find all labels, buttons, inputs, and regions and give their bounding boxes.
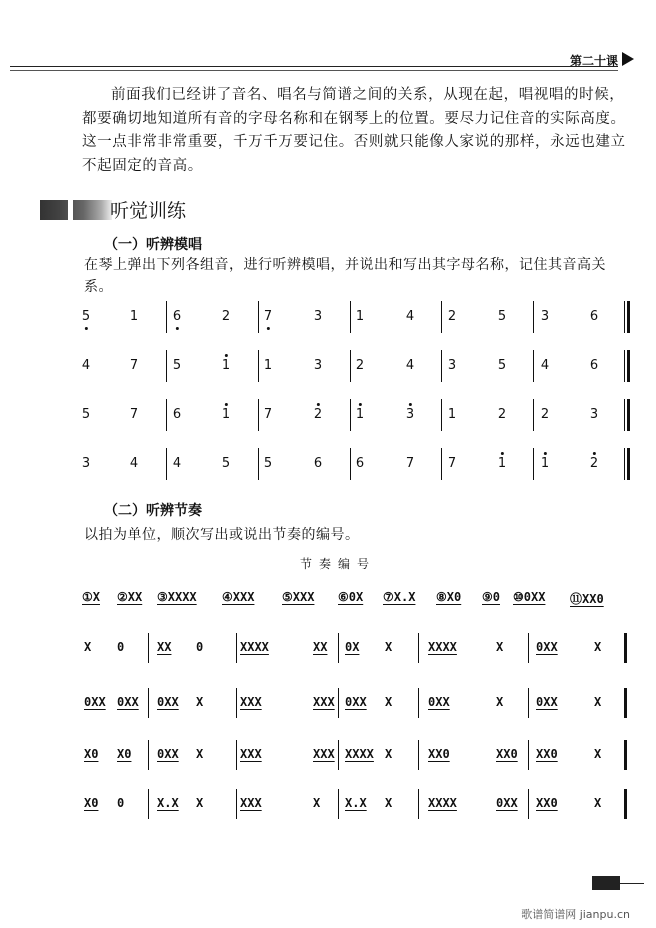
- rhythm-legend-text: ⑩0XX: [513, 590, 546, 604]
- rhythm-legend-text: ⑧X0: [436, 590, 462, 604]
- pitch-note-number: 4: [81, 358, 91, 373]
- rhythm-cell: [345, 640, 359, 654]
- pitch-note-number: 2: [589, 456, 599, 471]
- barline: [624, 740, 627, 770]
- rhythm-cell: [240, 695, 262, 709]
- rhythm-cell-text: X: [196, 695, 204, 709]
- rhythm-legend-text: ⑥0X: [338, 590, 364, 604]
- pitch-note: [541, 358, 549, 373]
- rhythm-cell: [157, 796, 179, 810]
- pitch-note-number: 4: [172, 456, 182, 471]
- rhythm-legend-item: [282, 590, 314, 604]
- high-octave-dot-icon: [225, 403, 228, 406]
- rhythm-cell-text: X: [594, 640, 602, 654]
- pitch-note: [498, 358, 506, 373]
- rhythm-cell: [313, 695, 335, 709]
- section-bar-icon: [40, 200, 112, 220]
- rhythm-legend-item: [82, 590, 100, 604]
- rhythm-cell: [240, 640, 269, 654]
- high-octave-dot-icon: [501, 452, 504, 455]
- pitch-note: [222, 358, 230, 373]
- high-octave-dot-icon: [317, 403, 320, 406]
- pitch-note-number: 1: [221, 407, 231, 422]
- rhythm-cell: [196, 747, 203, 761]
- barline: [338, 633, 339, 663]
- barline: [624, 688, 627, 718]
- pitch-note-number: 3: [589, 407, 599, 422]
- barline: [528, 740, 529, 770]
- rhythm-cell-text: 0XX: [536, 695, 558, 709]
- rhythm-cell-text: 0XX: [428, 695, 450, 709]
- rhythm-cell-text: 0XX: [157, 695, 179, 709]
- barline: [338, 789, 339, 819]
- high-octave-dot-icon: [225, 354, 228, 357]
- pitch-note-number: 4: [405, 309, 415, 324]
- rhythm-cell-text: XX0: [536, 796, 558, 810]
- rhythm-cell-text: 0: [117, 796, 125, 810]
- pitch-note-number: 1: [263, 358, 273, 373]
- barline: [627, 301, 630, 333]
- pitch-note-number: 1: [447, 407, 457, 422]
- rhythm-cell-text: XXX: [313, 695, 335, 709]
- pitch-note: [356, 407, 364, 422]
- section-title: 听觉训练: [110, 200, 187, 222]
- low-octave-dot-icon: [176, 327, 179, 330]
- pitch-note: [498, 456, 506, 471]
- intro-paragraph: 前面我们已经讲了音名、唱名与简谱之间的关系，从现在起，唱视唱的时候，都要确切地知道所有音的字母名称和在钢琴上的位置。要尽力记住音的实际高度。这一点非常非常重要，千万千万要记住。否则就只能像人家说的那样，永远也建立不起固定的音高。: [82, 87, 626, 174]
- pitch-note-number: 2: [355, 358, 365, 373]
- pitch-note: [590, 456, 598, 471]
- rhythm-cell: [240, 747, 262, 761]
- pitch-note: [130, 407, 138, 422]
- pitch-note: [406, 358, 414, 373]
- pitch-note: [314, 456, 322, 471]
- rhythm-cell: [428, 695, 450, 709]
- barline: [624, 399, 625, 431]
- pitch-note: [314, 358, 322, 373]
- rhythm-legend-text: ①X: [82, 590, 100, 604]
- rhythm-cell-text: 0: [196, 640, 204, 654]
- rhythm-cell-text: XX: [313, 640, 328, 654]
- rhythm-legend-item: [513, 590, 545, 604]
- pitch-note-number: 3: [447, 358, 457, 373]
- rhythm-cell: [313, 640, 327, 654]
- barline: [350, 350, 351, 382]
- rhythm-cell-text: X: [594, 747, 602, 761]
- barline: [627, 350, 630, 382]
- pitch-note: [590, 358, 598, 373]
- rhythm-cell: [428, 747, 450, 761]
- rhythm-cell: [385, 747, 392, 761]
- barline: [624, 350, 625, 382]
- pitch-note-number: 1: [355, 309, 365, 324]
- pitch-note-number: 5: [497, 358, 507, 373]
- barline: [350, 301, 351, 333]
- high-octave-dot-icon: [409, 403, 412, 406]
- pitch-note-number: 6: [589, 358, 599, 373]
- rhythm-legend-item: [436, 590, 461, 604]
- pitch-note: [130, 358, 138, 373]
- rhythm-cell: [428, 796, 457, 810]
- pitch-note-number: 4: [540, 358, 550, 373]
- high-octave-dot-icon: [544, 452, 547, 455]
- rhythm-cell-text: XXX: [240, 796, 262, 810]
- barline: [350, 448, 351, 480]
- lesson-arrow-icon: [622, 52, 634, 66]
- rhythm-legend-text: ⑨0: [482, 590, 500, 604]
- pitch-note: [406, 407, 414, 422]
- rhythm-cell-text: XX0: [428, 747, 450, 761]
- rhythm-legend-text: ④XXX: [222, 590, 255, 604]
- rhythm-cell: [84, 747, 98, 761]
- pitch-note-number: 3: [405, 407, 415, 422]
- pitch-note: [541, 309, 549, 324]
- rhythm-cell-text: XX: [157, 640, 172, 654]
- pitch-note-number: 6: [172, 407, 182, 422]
- rhythm-cell: [385, 695, 392, 709]
- rhythm-cell-text: X: [385, 747, 393, 761]
- rhythm-cell-text: 0XX: [84, 695, 106, 709]
- barline: [624, 301, 625, 333]
- barline: [148, 688, 149, 718]
- barline: [533, 301, 534, 333]
- barline: [528, 633, 529, 663]
- rhythm-legend-text: ⑦X.X: [383, 590, 416, 604]
- barline: [258, 448, 259, 480]
- pitch-note: [356, 358, 364, 373]
- rhythm-cell: [428, 640, 457, 654]
- rhythm-legend-text: ③XXXX: [157, 590, 197, 604]
- pitch-note-number: 7: [263, 309, 273, 324]
- pitch-note-number: 4: [405, 358, 415, 373]
- pitch-note-number: 3: [540, 309, 550, 324]
- pitch-note: [173, 358, 181, 373]
- barline: [528, 789, 529, 819]
- pitch-note: [448, 407, 456, 422]
- pitch-note: [406, 309, 414, 324]
- rhythm-cell: [385, 640, 392, 654]
- rhythm-cell-text: X: [385, 640, 393, 654]
- barline: [236, 633, 237, 663]
- pitch-note-number: 7: [447, 456, 457, 471]
- barline: [624, 633, 627, 663]
- pitch-note-number: 5: [81, 309, 91, 324]
- barline: [350, 399, 351, 431]
- rhythm-cell: [345, 796, 367, 810]
- barline: [166, 399, 167, 431]
- rhythm-cell: [240, 796, 262, 810]
- rhythm-cell: [313, 747, 335, 761]
- rhythm-cell-text: X0: [84, 747, 99, 761]
- rhythm-cell-text: 0XX: [536, 640, 558, 654]
- pitch-note: [82, 456, 90, 471]
- pitch-note-number: 6: [589, 309, 599, 324]
- rhythm-cell: [345, 747, 374, 761]
- pitch-note: [356, 309, 364, 324]
- rhythm-cell-text: XXXX: [428, 640, 457, 654]
- pitch-note-number: 6: [313, 456, 323, 471]
- part2-instruction: 以拍为单位，顺次写出或说出节奏的编号。: [84, 527, 360, 543]
- rhythm-cell-text: X: [84, 640, 92, 654]
- rhythm-cell: [496, 796, 518, 810]
- pitch-note: [590, 407, 598, 422]
- pitch-note-number: 1: [497, 456, 507, 471]
- barline: [166, 301, 167, 333]
- rhythm-cell: [84, 796, 98, 810]
- rhythm-cell-text: XXX: [240, 747, 262, 761]
- pitch-note: [173, 407, 181, 422]
- rhythm-cell: [594, 695, 601, 709]
- pitch-note: [541, 407, 549, 422]
- rhythm-cell-text: X: [196, 796, 204, 810]
- barline: [148, 740, 149, 770]
- barline: [418, 789, 419, 819]
- pitch-note-number: 3: [81, 456, 91, 471]
- pitch-note-number: 5: [172, 358, 182, 373]
- page-number-box: [592, 876, 620, 890]
- rhythm-cell: [157, 695, 179, 709]
- pitch-note: [130, 309, 138, 324]
- pitch-note: [264, 456, 272, 471]
- rhythm-cell: [117, 796, 124, 810]
- header-rule-thin: [10, 70, 618, 71]
- pitch-note-number: 5: [221, 456, 231, 471]
- barline: [418, 688, 419, 718]
- rhythm-cell: [157, 640, 171, 654]
- barline: [236, 740, 237, 770]
- rhythm-cell: [157, 747, 179, 761]
- pitch-note: [314, 407, 322, 422]
- pitch-note-number: 2: [313, 407, 323, 422]
- rhythm-cell: [196, 695, 203, 709]
- rhythm-legend-item: [570, 590, 604, 607]
- pitch-note: [173, 309, 181, 324]
- rhythm-cell: [496, 747, 518, 761]
- barline: [627, 399, 630, 431]
- pitch-note: [222, 456, 230, 471]
- rhythm-cell: [196, 640, 203, 654]
- rhythm-legend-text: ⑤XXX: [282, 590, 315, 604]
- rhythm-cell: [594, 747, 601, 761]
- pitch-note: [130, 456, 138, 471]
- rhythm-cell: [536, 695, 558, 709]
- pitch-note-number: 2: [540, 407, 550, 422]
- rhythm-cell-text: X: [385, 695, 393, 709]
- low-octave-dot-icon: [267, 327, 270, 330]
- rhythm-cell: [117, 695, 139, 709]
- rhythm-cell-text: 0: [117, 640, 125, 654]
- rhythm-cell: [536, 747, 558, 761]
- rhythm-cell: [385, 796, 392, 810]
- page-number-rule: [620, 883, 644, 884]
- part1-title: （一）听辨模唱: [104, 237, 202, 253]
- rhythm-cell-text: X.X: [157, 796, 179, 810]
- pitch-note-number: 5: [81, 407, 91, 422]
- barline: [258, 399, 259, 431]
- pitch-note: [498, 407, 506, 422]
- watermark: 歌谱简谱网 jianpu.cn: [521, 908, 630, 921]
- rhythm-legend-item: [157, 590, 197, 604]
- rhythm-cell: [84, 695, 106, 709]
- pitch-note-number: 5: [263, 456, 273, 471]
- barline: [441, 448, 442, 480]
- rhythm-cell-text: X: [196, 747, 204, 761]
- barline: [441, 301, 442, 333]
- pitch-note: [264, 309, 272, 324]
- pitch-note-number: 1: [540, 456, 550, 471]
- barline: [418, 633, 419, 663]
- rhythm-legend-item: [482, 590, 500, 604]
- barline: [533, 448, 534, 480]
- high-octave-dot-icon: [593, 452, 596, 455]
- rhythm-cell-text: 0X: [345, 640, 360, 654]
- rhythm-cell: [117, 747, 131, 761]
- pitch-note: [173, 456, 181, 471]
- pitch-note-number: 2: [447, 309, 457, 324]
- rhythm-legend-text: ⑪XX0: [570, 592, 604, 606]
- pitch-note: [448, 309, 456, 324]
- low-octave-dot-icon: [85, 327, 88, 330]
- pitch-note: [448, 456, 456, 471]
- pitch-note-number: 5: [497, 309, 507, 324]
- rhythm-cell-text: X: [594, 695, 602, 709]
- rhythm-cell: [496, 695, 503, 709]
- pitch-note-number: 1: [355, 407, 365, 422]
- pitch-note: [264, 358, 272, 373]
- pitch-note-number: 7: [129, 358, 139, 373]
- rhythm-cell-text: X: [594, 796, 602, 810]
- barline: [627, 448, 630, 480]
- barline: [338, 740, 339, 770]
- barline: [441, 350, 442, 382]
- barline: [258, 301, 259, 333]
- pitch-note: [222, 407, 230, 422]
- rhythm-legend-item: [117, 590, 142, 604]
- lesson-label: 第二十课: [569, 54, 618, 68]
- barline: [236, 688, 237, 718]
- pitch-note-number: 7: [129, 407, 139, 422]
- pitch-note: [541, 456, 549, 471]
- pitch-note-number: 6: [172, 309, 182, 324]
- barline: [533, 399, 534, 431]
- pitch-note: [406, 456, 414, 471]
- barline: [528, 688, 529, 718]
- rhythm-cell-text: XXXX: [240, 640, 269, 654]
- header-rule: [10, 66, 618, 67]
- barline: [148, 789, 149, 819]
- high-octave-dot-icon: [359, 403, 362, 406]
- rhythm-cell-text: XXXX: [345, 747, 374, 761]
- rhythm-cell-text: 0XX: [117, 695, 139, 709]
- part2-title: （二）听辨节奏: [104, 503, 202, 519]
- barline: [338, 688, 339, 718]
- barline: [441, 399, 442, 431]
- rhythm-cell: [313, 796, 320, 810]
- barline: [148, 633, 149, 663]
- pitch-note-number: 6: [355, 456, 365, 471]
- rhythm-caption: 节奏编号: [300, 557, 377, 571]
- rhythm-cell-text: X0: [84, 796, 99, 810]
- pitch-note: [82, 407, 90, 422]
- rhythm-cell: [496, 640, 503, 654]
- rhythm-cell-text: XX0: [536, 747, 558, 761]
- rhythm-cell-text: X.X: [345, 796, 367, 810]
- pitch-note: [222, 309, 230, 324]
- pitch-note-number: 3: [313, 309, 323, 324]
- rhythm-legend-item: [338, 590, 363, 604]
- rhythm-cell-text: X: [496, 695, 504, 709]
- pitch-note: [264, 407, 272, 422]
- barline: [166, 448, 167, 480]
- rhythm-cell: [117, 640, 124, 654]
- rhythm-cell-text: XX0: [496, 747, 518, 761]
- rhythm-legend-item: [222, 590, 254, 604]
- rhythm-cell-text: XXX: [313, 747, 335, 761]
- rhythm-cell-text: 0XX: [345, 695, 367, 709]
- rhythm-cell-text: XXXX: [428, 796, 457, 810]
- pitch-note-number: 1: [221, 358, 231, 373]
- pitch-note-number: 1: [129, 309, 139, 324]
- rhythm-cell-text: X: [496, 640, 504, 654]
- rhythm-cell-text: 0XX: [496, 796, 518, 810]
- part1-instruction: 在琴上弹出下列各组音，进行听辨模唱，并说出和写出其字母名称，记住其音高关系。: [84, 257, 606, 295]
- rhythm-legend-item: [383, 590, 415, 604]
- pitch-note: [82, 309, 90, 324]
- pitch-note: [448, 358, 456, 373]
- rhythm-cell: [536, 640, 558, 654]
- pitch-note-number: 3: [313, 358, 323, 373]
- rhythm-cell-text: X0: [117, 747, 132, 761]
- rhythm-cell: [345, 695, 367, 709]
- barline: [624, 789, 627, 819]
- rhythm-cell: [536, 796, 558, 810]
- pitch-note-number: 4: [129, 456, 139, 471]
- pitch-note: [356, 456, 364, 471]
- pitch-note: [590, 309, 598, 324]
- barline: [166, 350, 167, 382]
- pitch-note-number: 7: [263, 407, 273, 422]
- rhythm-cell: [196, 796, 203, 810]
- pitch-note: [498, 309, 506, 324]
- rhythm-cell-text: X: [313, 796, 321, 810]
- rhythm-cell: [594, 640, 601, 654]
- rhythm-cell-text: 0XX: [157, 747, 179, 761]
- pitch-note-number: 2: [497, 407, 507, 422]
- rhythm-cell-text: X: [385, 796, 393, 810]
- barline: [624, 448, 625, 480]
- pitch-note: [82, 358, 90, 373]
- pitch-note: [314, 309, 322, 324]
- rhythm-cell: [84, 640, 91, 654]
- rhythm-legend-text: ②XX: [117, 590, 143, 604]
- pitch-note-number: 2: [221, 309, 231, 324]
- barline: [236, 789, 237, 819]
- rhythm-cell-text: XXX: [240, 695, 262, 709]
- barline: [533, 350, 534, 382]
- barline: [258, 350, 259, 382]
- rhythm-cell: [594, 796, 601, 810]
- barline: [418, 740, 419, 770]
- pitch-note-number: 7: [405, 456, 415, 471]
